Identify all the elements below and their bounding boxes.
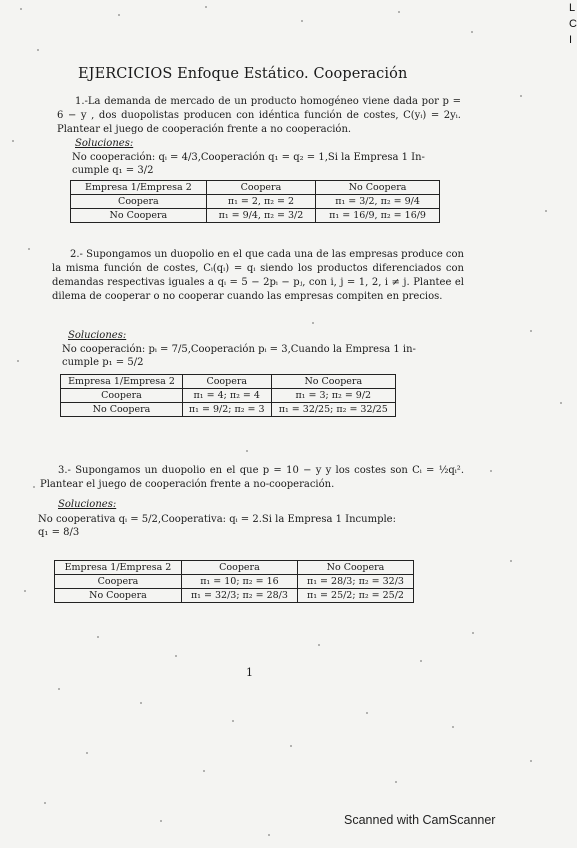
table-row: [61, 403, 396, 417]
table-cell: π₁ = 3; π₂ = 9/2: [271, 389, 395, 403]
table-row: [61, 389, 396, 403]
exercise-3-solution-line: q₁ = 8/3: [38, 527, 80, 538]
table-cell: π₁ = 9/2; π₂ = 3: [182, 403, 271, 417]
exercise-2-solution-line: cumple p₁ = 5/2: [62, 357, 144, 368]
page-number: 1: [246, 666, 253, 679]
exercise-1-solution-line: No cooperación: qᵢ = 4/3,Cooperación q₁ = q₂ = 1,Si la Empresa 1 In-: [72, 152, 425, 163]
table-cell: No Coopera: [71, 209, 207, 223]
table-cell: π₁ = 16/9, π₂ = 16/9: [316, 209, 440, 223]
table-cell: No Coopera: [61, 403, 183, 417]
table-header-cell: Coopera: [182, 375, 271, 389]
table-header-cell: No Coopera: [297, 561, 413, 575]
exercise-3-solutions-label: Soluciones:: [58, 499, 117, 510]
exercise-3-solution-text: [38, 513, 468, 539]
table-row: [71, 209, 440, 223]
page-title: EJERCICIOS Enfoque Estático. Cooperación: [78, 66, 408, 82]
exercise-1-solutions-label: Soluciones:: [75, 138, 134, 149]
edge-letter: C: [569, 18, 577, 30]
table-cell: π₁ = 25/2; π₂ = 25/2: [297, 589, 413, 603]
exercise-3-text: 3.- Supongamos un duopolio en el que p = 10 − y y los costes son Cᵢ = ½qᵢ². Plantear el juego de cooperación frente a no-cooperación.: [40, 465, 464, 490]
exercise-2-statement: [52, 248, 464, 304]
table-cell: π₁ = 32/3; π₂ = 28/3: [181, 589, 297, 603]
table-cell: π₁ = 3/2, π₂ = 9/4: [316, 195, 440, 209]
table-cell: π₁ = 4; π₂ = 4: [182, 389, 271, 403]
table-cell: Coopera: [71, 195, 207, 209]
table-header-cell: No Coopera: [271, 375, 395, 389]
exercise-2-solutions-label: Soluciones:: [68, 330, 127, 341]
scanner-watermark: Scanned with CamScanner: [344, 813, 496, 827]
exercise-1-payoff-table: [70, 180, 440, 223]
table-cell: π₁ = 10; π₂ = 16: [181, 575, 297, 589]
table-row: [61, 375, 396, 389]
table-header-cell: Empresa 1/Empresa 2: [61, 375, 183, 389]
table-header-cell: Empresa 1/Empresa 2: [55, 561, 182, 575]
table-header-cell: Coopera: [206, 181, 315, 195]
table-cell: Coopera: [61, 389, 183, 403]
exercise-1-statement: [57, 95, 461, 137]
exercise-1-text: 1.-La demanda de mercado de un producto homogéneo viene dada por p = 6 − y , dos duopolistas producen con idéntica función de costes, C(yᵢ) = 2yᵢ. Plantear el juego de cooperación frente a no cooperación.: [57, 96, 461, 135]
exercise-1-solution-line: cumple q₁ = 3/2: [72, 165, 154, 176]
exercise-2-text: 2.- Supongamos un duopolio en el que cada una de las empresas produce con la misma función de costes, Cᵢ(qᵢ) = qᵢ siendo los productos diferenciados con demandas respectivas iguales a qᵢ = 5 − 2pᵢ − pⱼ, con i, j = 1, 2, i ≠ j. Plantee el dilema de cooperar o no cooperar cuando las empresas compiten en precios.: [52, 249, 464, 302]
table-cell: π₁ = 28/3; π₂ = 32/3: [297, 575, 413, 589]
table-row: [55, 589, 414, 603]
table-header-cell: Empresa 1/Empresa 2: [71, 181, 207, 195]
table-cell: π₁ = 32/25; π₂ = 32/25: [271, 403, 395, 417]
table-cell: π₁ = 2, π₂ = 2: [206, 195, 315, 209]
table-row: [71, 195, 440, 209]
table-cell: π₁ = 9/4, π₂ = 3/2: [206, 209, 315, 223]
exercise-3-solution-line: No cooperativa qᵢ = 5/2,Cooperativa: qᵢ = 2.Si la Empresa 1 Incumple:: [38, 514, 396, 525]
table-row: [55, 575, 414, 589]
table-row: [55, 561, 414, 575]
exercise-3-payoff-table: [54, 560, 414, 603]
exercise-2-payoff-table: [60, 374, 396, 417]
exercise-2-solution-text: [62, 343, 466, 369]
edge-letter: L: [569, 2, 576, 14]
edge-letter: I: [569, 34, 573, 46]
table-cell: No Coopera: [55, 589, 182, 603]
exercise-2-solution-line: No cooperación: pᵢ = 7/5,Cooperación pᵢ = 3,Cuando la Empresa 1 in-: [62, 344, 416, 355]
table-cell: Coopera: [55, 575, 182, 589]
exercise-3-statement: [40, 464, 464, 492]
exercise-1-solution-text: [72, 151, 468, 177]
table-header-cell: No Coopera: [316, 181, 440, 195]
table-header-cell: Coopera: [181, 561, 297, 575]
table-row: [71, 181, 440, 195]
edge-text-fragment: [569, 0, 575, 60]
